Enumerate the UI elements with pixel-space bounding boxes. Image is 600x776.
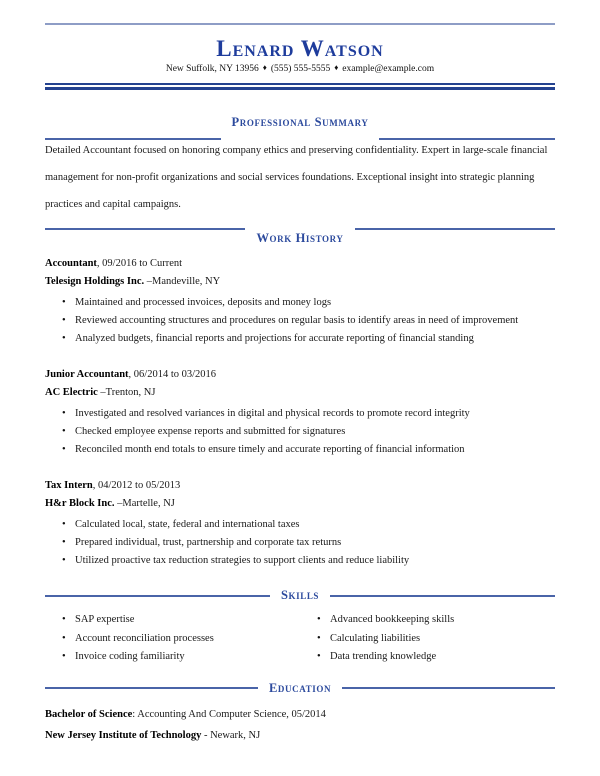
contact-email: example@example.com <box>342 64 435 74</box>
education-details <box>45 704 555 746</box>
section-professional-summary <box>45 115 555 218</box>
heading-rule-right <box>342 687 555 689</box>
header-double-rule <box>45 83 555 90</box>
education-degree: Bachelor of Science <box>45 708 133 720</box>
job-location: –Trenton, NJ <box>97 386 156 398</box>
job-company: Telesign Holdings Inc. <box>45 275 145 287</box>
work-history-heading <box>45 231 555 246</box>
skill-item: • Data trending knowledge <box>317 648 555 667</box>
diamond-separator-icon: ♦ <box>334 63 339 72</box>
job-entry <box>45 366 555 459</box>
heading-rule-left <box>45 595 270 597</box>
job-bullet: • Reconciled month end totals to ensure timely and accurate reporting of financial information <box>62 441 555 459</box>
section-work-history <box>45 231 555 570</box>
education-degree-line <box>45 704 555 725</box>
job-title-line <box>45 255 555 273</box>
job-bullet: • Reviewed accounting structures and procedures on regular basis to identify areas in need of improvement <box>62 312 555 330</box>
job-company-line <box>45 495 555 513</box>
job-location: –Martelle, NJ <box>114 497 175 509</box>
skill-list <box>62 611 300 667</box>
job-bullet-list <box>62 294 555 348</box>
section-title-skills: Skills <box>280 588 320 602</box>
top-rule <box>45 23 555 25</box>
job-title-line <box>45 477 555 495</box>
contact-line <box>0 63 600 75</box>
summary-text: Detailed Accountant focused on honoring company ethics and preserving confidentiality. Expert in large-scale financial management for non-profit organizations and social services foundations. Exceptional insight into strategic planning practices and capital campaigns. <box>45 145 548 210</box>
job-entry <box>45 477 555 570</box>
education-degree-detail: : Accounting And Computer Science, 05/2014 <box>132 708 326 720</box>
resume-header <box>0 37 600 75</box>
education-school: New Jersey Institute of Technology <box>45 729 202 741</box>
diamond-separator-icon: ♦ <box>262 63 267 72</box>
heading-rule-right <box>355 228 555 230</box>
section-title-education: Education <box>268 680 332 695</box>
job-title-line <box>45 366 555 384</box>
contact-phone: (555) 555-5555 <box>270 64 331 74</box>
job-bullet: • Maintained and processed invoices, deposits and money logs <box>62 294 555 312</box>
education-heading <box>45 681 555 696</box>
job-bullet: • Prepared individual, trust, partnership and corporate tax returns <box>62 534 555 552</box>
skill-item: • Invoice coding familiarity <box>62 648 300 667</box>
job-bullet-list <box>62 516 555 570</box>
skills-column-right <box>300 611 555 667</box>
heading-rule-right <box>330 595 555 597</box>
skills-heading <box>45 588 555 603</box>
skill-item: • Calculating liabilities <box>317 630 555 649</box>
job-company: AC Electric <box>45 386 98 398</box>
skill-item: • Account reconciliation processes <box>62 630 300 649</box>
heading-rule-left <box>45 228 245 230</box>
job-company: H&r Block Inc. <box>45 497 115 509</box>
heading-rule-left <box>45 687 258 689</box>
contact-location: New Suffolk, NY 13956 <box>165 64 259 74</box>
skill-item: • SAP expertise <box>62 611 300 630</box>
job-company-line <box>45 384 555 402</box>
skill-list <box>317 611 555 667</box>
skills-columns <box>45 611 555 667</box>
heading-rule-right <box>379 138 555 140</box>
summary-heading <box>45 115 555 130</box>
section-title-summary: Professional Summary <box>231 115 369 129</box>
job-bullet: • Utilized proactive tax reduction strategies to support clients and reduce liability <box>62 552 555 570</box>
job-title: Junior Accountant <box>45 369 129 380</box>
section-title-work-history: Work History <box>256 231 344 245</box>
job-title: Tax Intern <box>45 480 93 491</box>
job-dates: , 06/2014 to 03/2016 <box>128 369 217 380</box>
job-dates: , 04/2012 to 05/2013 <box>92 480 181 491</box>
candidate-name: Lenard Watson <box>216 36 384 61</box>
job-entry <box>45 255 555 348</box>
heading-rule-left <box>45 138 221 140</box>
job-dates: , 09/2016 to Current <box>96 258 183 269</box>
education-school-line <box>45 725 555 746</box>
job-bullet: • Calculated local, state, federal and international taxes <box>62 516 555 534</box>
job-bullet: • Checked employee expense reports and submitted for signatures <box>62 423 555 441</box>
section-education <box>45 681 555 746</box>
education-school-location: - Newark, NJ <box>201 729 261 741</box>
job-bullet: • Analyzed budgets, financial reports and projections for accurate reporting of financial standing <box>62 330 555 348</box>
job-bullet-list <box>62 405 555 459</box>
skill-item: • Advanced bookkeeping skills <box>317 611 555 630</box>
job-location: –Mandeville, NY <box>144 275 221 287</box>
job-bullet: • Investigated and resolved variances in digital and physical records to promote record integrity <box>62 405 555 423</box>
resume-body <box>0 115 600 746</box>
job-company-line <box>45 273 555 291</box>
section-skills <box>45 588 555 667</box>
skills-column-left <box>45 611 300 667</box>
job-title: Accountant <box>45 258 97 269</box>
